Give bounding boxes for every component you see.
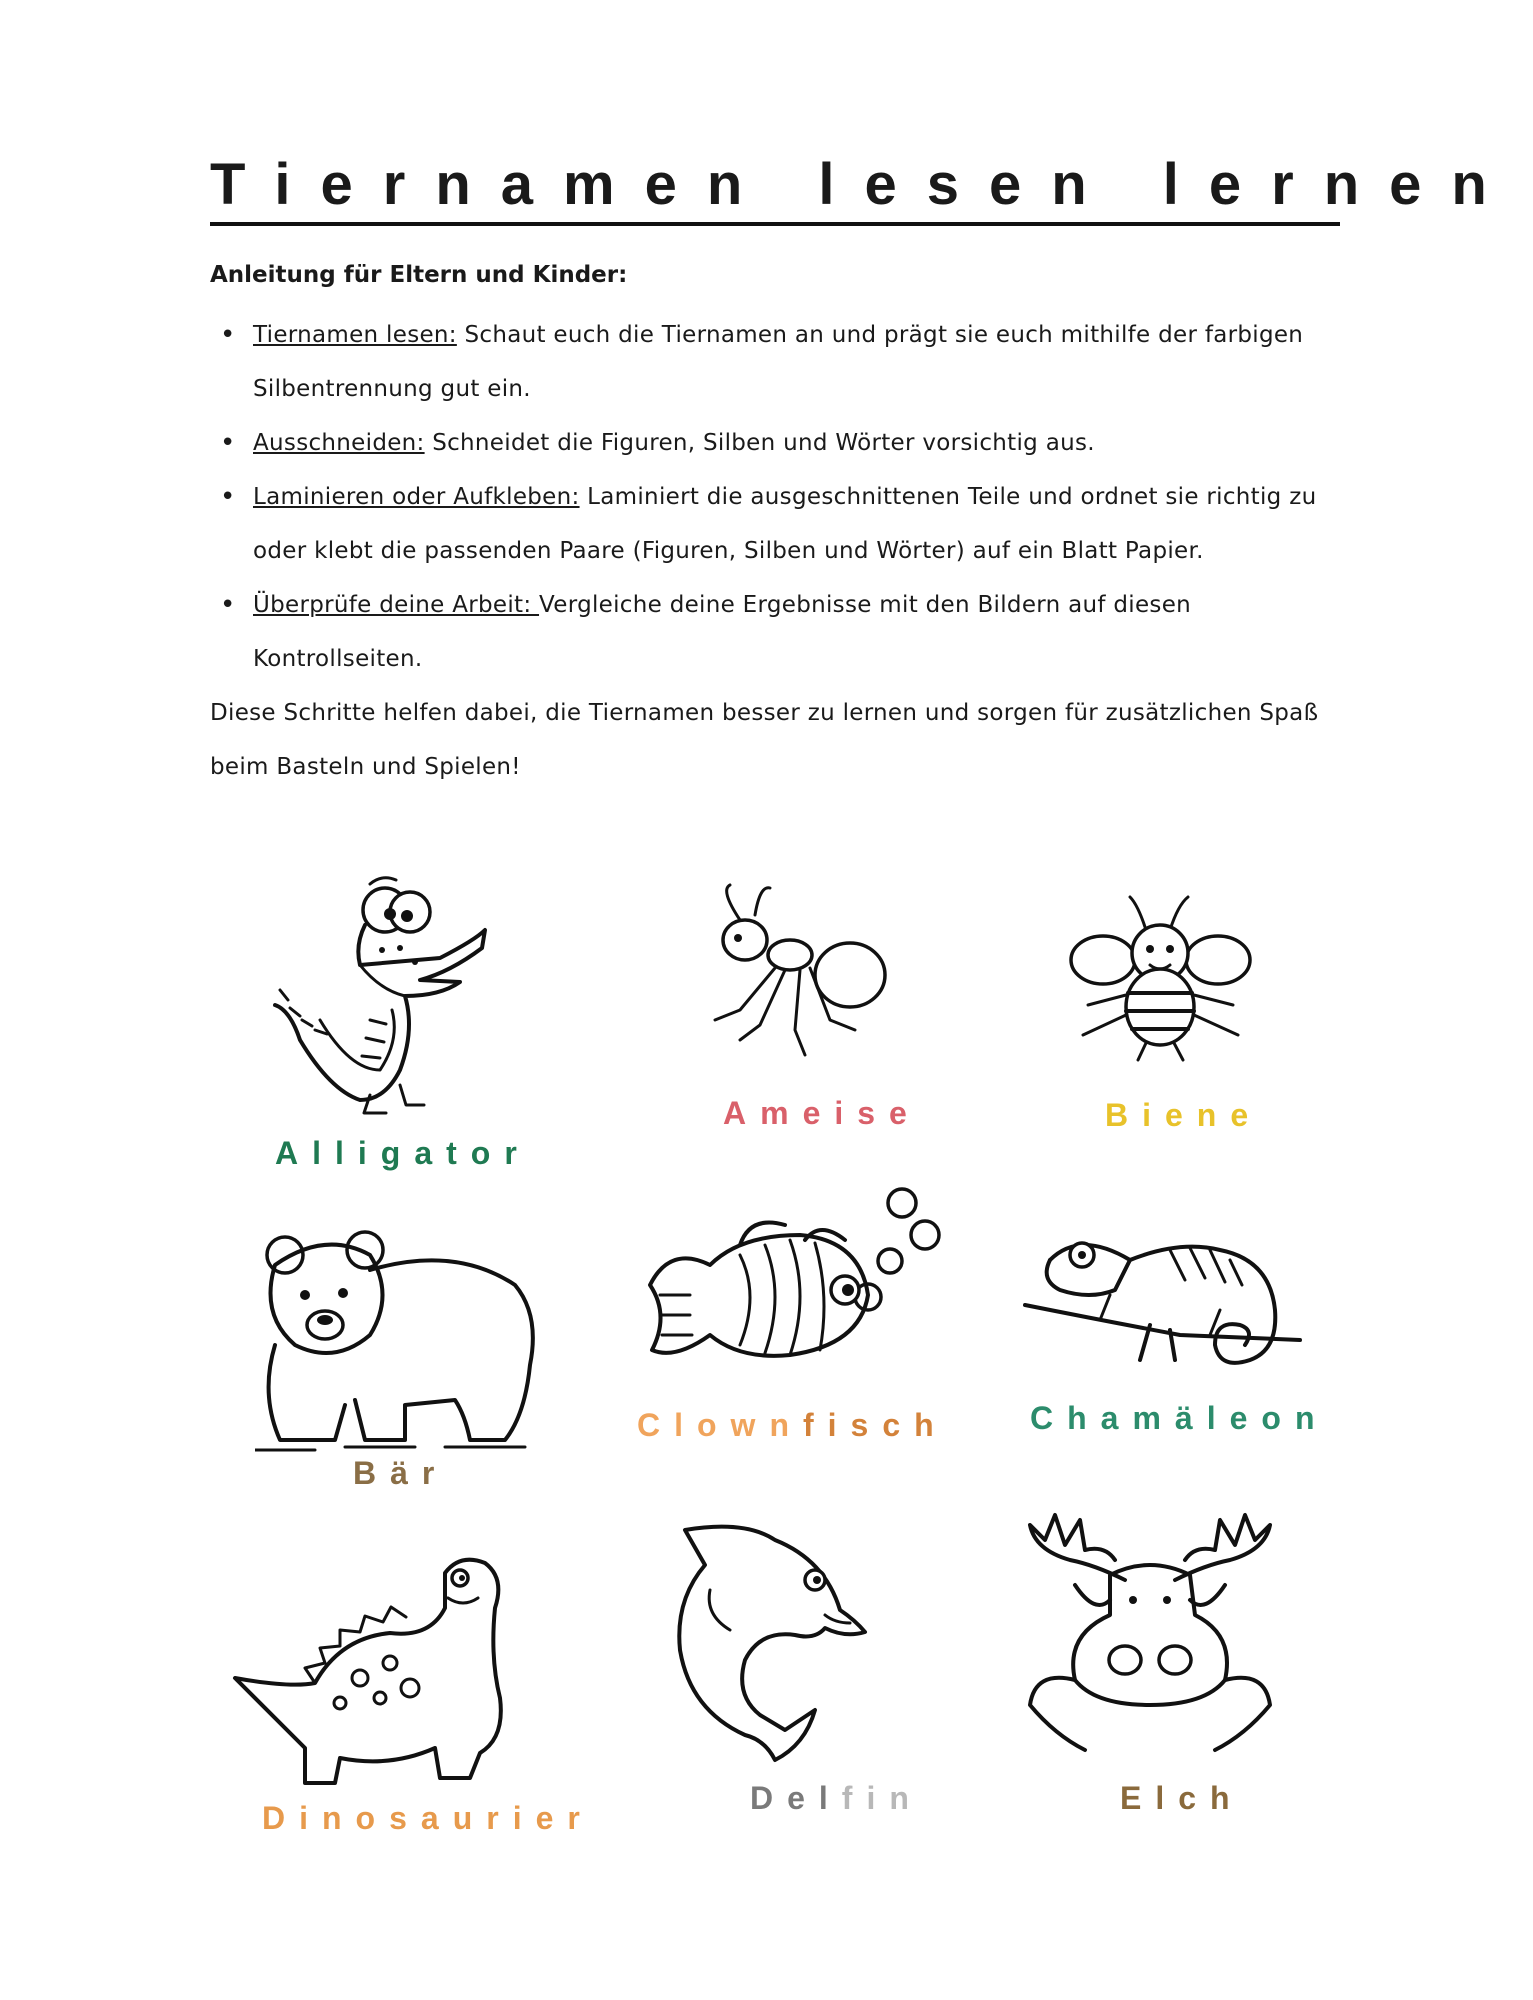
- list-item: [210, 416, 1350, 470]
- instructions-heading: Anleitung für Eltern und Kinder:: [210, 262, 628, 288]
- animal-card-clownfish: [640, 1185, 960, 1425]
- dinosaur-icon: [230, 1548, 530, 1788]
- animal-name-dolphin: [750, 1780, 923, 1817]
- list-item: [210, 308, 1350, 416]
- moose-icon: [1015, 1505, 1285, 1785]
- animal-name-clownfish: [637, 1407, 948, 1444]
- closing-text: Diese Schritte helfen dabei, die Tiernamen besser zu lernen und sorgen für zusätzlichen Spaß beim Basteln und Spielen!: [210, 700, 1319, 780]
- animal-card-chameleon: [1020, 1220, 1310, 1395]
- step-text: Laminiert die ausgeschnittenen Teile und ordnet sie richtig zu oder klebt die passenden Paare (Figuren, Silben und Wörter) auf ein Blatt Papier.: [253, 484, 1317, 564]
- animal-card-dolphin: [665, 1520, 895, 1770]
- animal-name-moose: Elch: [1120, 1780, 1244, 1816]
- instruction-list: [210, 308, 1350, 686]
- instructions: [210, 262, 1350, 794]
- syllable-del: Del: [750, 1780, 842, 1816]
- page-title: Tiernamen lesen lernen: [210, 150, 1340, 226]
- step-text: Schaut euch die Tiernamen an und prägt sie euch mithilfe der farbigen Silbentrennung gut ein.: [253, 322, 1304, 402]
- animal-name-bear: Bär: [353, 1455, 449, 1491]
- step-lead: Ausschneiden:: [253, 430, 425, 456]
- animal-card-bear: [255, 1225, 545, 1465]
- animal-card-dinosaur: [230, 1548, 530, 1788]
- list-item: [210, 470, 1350, 578]
- animal-card-ant: [700, 880, 890, 1070]
- chameleon-icon: [1020, 1220, 1310, 1395]
- animal-name-bee: Biene: [1105, 1097, 1263, 1133]
- ant-icon: [700, 880, 890, 1070]
- step-lead: Überprüfe deine Arbeit:: [253, 592, 540, 618]
- alligator-icon: [260, 870, 520, 1120]
- animal-card-bee: [1068, 885, 1258, 1070]
- animal-card-moose: [1015, 1505, 1285, 1785]
- animal-name-ant: Ameise: [723, 1095, 921, 1131]
- bear-icon: [255, 1225, 545, 1465]
- animal-name-alligator: Alligator: [275, 1135, 531, 1171]
- list-item: [210, 578, 1350, 686]
- step-text: Schneidet die Figuren, Silben und Wörter vorsichtig aus.: [424, 430, 1095, 456]
- syllable-fisch: fisch: [802, 1407, 948, 1443]
- step-lead: Tiernamen lesen:: [253, 322, 457, 348]
- syllable-clown: Clown: [637, 1407, 803, 1443]
- syllable-fin: fin: [841, 1780, 923, 1816]
- step-text: Vergleiche deine Ergebnisse mit den Bildern auf diesen Kontrollseiten.: [253, 592, 1192, 672]
- dolphin-icon: [665, 1520, 895, 1770]
- step-lead: Laminieren oder Aufkleben:: [253, 484, 580, 510]
- animal-card-alligator: [260, 870, 520, 1120]
- animal-name-chameleon: Chamäleon: [1030, 1400, 1329, 1436]
- bee-icon: [1068, 885, 1258, 1070]
- clownfish-icon: [640, 1185, 960, 1425]
- animal-name-dinosaur: Dinosaurier: [262, 1800, 594, 1836]
